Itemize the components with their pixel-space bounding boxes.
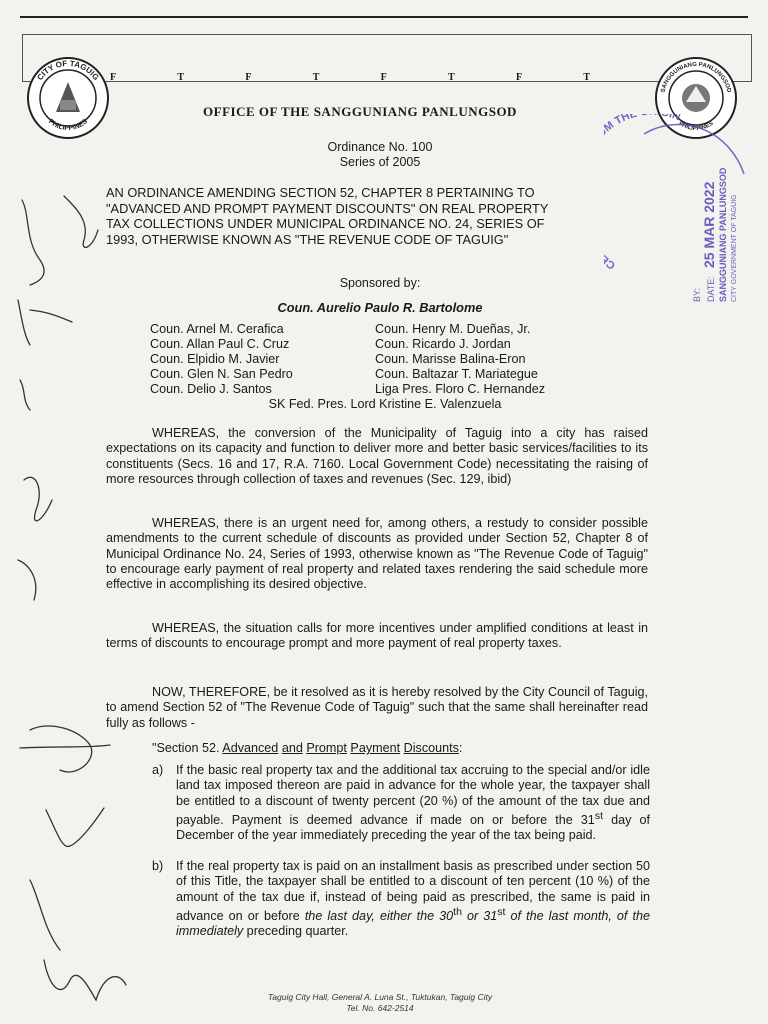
paragraph-text: WHEREAS, the conversion of the Municipality of Taguig into a city has raised expectations on its capacity and function to deliver more and better basic services/facilities to its constituents (Secs. 16 and 17, R.A. 7160. Local Government Code) necessitating the raising of more resources through collection of taxes and revenues (Sec. 129, ibid) xyxy=(106,426,648,486)
council-row xyxy=(150,367,620,382)
header-letter: F xyxy=(515,72,523,83)
footer-tel: Tel. No. 642-2514 xyxy=(346,1003,414,1013)
title-line: "ADVANCED AND PROMPT PAYMENT DISCOUNTS" ON REAL PROPERTY xyxy=(106,200,549,216)
footer xyxy=(200,992,560,1014)
council-member: Coun. Marisse Balina-Eron xyxy=(375,352,526,366)
item-text xyxy=(176,859,650,940)
main-sponsor: Coun. Aurelio Paulo R. Bartolome xyxy=(277,300,483,315)
paragraph-text: NOW, THEREFORE, be it resolved as it is hereby resolved by the City Council of Taguig, to amend Section 52 of "The Revenue Code of Taguig" such that the same shall hereinafter read fully as follows - xyxy=(106,685,648,730)
ordinance-title xyxy=(106,185,646,247)
header-letter: T xyxy=(312,72,320,83)
item-marker: a) xyxy=(152,763,164,777)
resolution-paragraph xyxy=(106,685,648,731)
council-member: Coun. Elpidio M. Javier xyxy=(150,352,280,366)
superscript: th xyxy=(453,905,462,918)
council-member: Liga Pres. Floro C. Hernandez xyxy=(375,382,546,396)
council-row xyxy=(150,337,620,352)
header-letter: T xyxy=(583,72,590,83)
section-heading xyxy=(152,741,462,755)
item-b-end: preceding quarter. xyxy=(243,924,349,939)
seal-left-sub: PHILIPPINES xyxy=(46,118,90,133)
svg-text:CERTIFIED TRUE COPY FROM THE O xyxy=(604,114,682,271)
superscript: st xyxy=(497,905,506,918)
office-title: OFFICE OF THE SANGGUNIANG PANLUNGSOD xyxy=(203,104,517,119)
council-member: Coun. Henry M. Dueñas, Jr. xyxy=(375,322,531,336)
stamp-date: 25 MAR 2022 xyxy=(701,181,717,268)
section-word: Prompt xyxy=(306,741,347,755)
paragraph-text: WHEREAS, there is an urgent need for, among others, a restudy to consider possible amendments to the current schedule of discounts as provided under Section 52, Chapter 8 of Municipal Ordinance No. 24, Series of 1993, otherwise known as "The Revenue Code of Taguig" to encourage early payment of real property and related taxes rendering the said schedule more effective in accomplishing its desired objective. xyxy=(106,516,648,592)
item-a-end: day of December of the year immediately preceding the year of the tax being paid. xyxy=(176,813,650,843)
council-member: Coun. Delio J. Santos xyxy=(150,382,272,396)
section-item-a xyxy=(152,763,650,844)
paragraph-text: WHEREAS, the situation calls for more incentives under amplified conditions at least in terms of discounts to encourage prompt and more payment of real property taxes. xyxy=(106,621,648,651)
top-rule xyxy=(20,16,748,18)
ordinance-number-block xyxy=(240,140,520,170)
taguig-city-seal-icon xyxy=(26,56,110,140)
header-letter: F xyxy=(245,72,252,83)
title-line: TAX COLLECTIONS UNDER MUNICIPAL ORDINANCE NO. 24, SERIES OF xyxy=(106,216,545,231)
stamp-subline: CITY GOVERNMENT OF TAGUIG xyxy=(731,194,738,302)
item-b-italic: or 31 xyxy=(461,909,498,924)
section-word: Discounts xyxy=(403,741,459,755)
section-word: and xyxy=(281,741,303,755)
council-member: Coun. Ricardo J. Jordan xyxy=(375,337,511,351)
item-b-italic: of the last month, of the immediately xyxy=(176,909,650,939)
sponsored-label: Sponsored by: xyxy=(339,276,421,290)
header-letters xyxy=(110,72,590,83)
seal-right-sub: PHILIPPINES xyxy=(677,120,715,133)
title-line: 1993, OTHERWISE KNOWN AS "THE REVENUE CODE OF TAGUIG" xyxy=(106,231,509,247)
header-letter: T xyxy=(448,72,455,83)
stamp-ring-text: C THE IN xyxy=(604,114,683,272)
whereas-paragraph xyxy=(106,426,648,487)
council-row xyxy=(150,322,620,337)
council-member: Coun. Baltazar T. Mariategue xyxy=(375,367,538,381)
seal-right-text: SANGGUNIANG PANLUNGSOD xyxy=(660,61,732,94)
header-letter: F xyxy=(110,72,117,83)
council-member: Coun. Allan Paul C. Cruz xyxy=(150,337,290,351)
header-letter: T xyxy=(177,72,185,83)
whereas-paragraph xyxy=(106,621,648,652)
stamp-date-label: DATE: xyxy=(706,276,716,302)
whereas-paragraph xyxy=(106,516,648,592)
section-item-b xyxy=(152,859,650,940)
section-word: Payment xyxy=(350,741,401,755)
item-a-text: If the basic real property tax and the additional tax accruing to the special and/or idle land tax imposed thereon are paid in advance for the whole year, the taxpayer shall be entitled to a discount of twenty percent (20 %) of the amount of the tax due and payable. Payment is deemed advance if made on or before the 31 xyxy=(176,763,650,828)
sk-federation-president: SK Fed. Pres. Lord Kristine E. Valenzuela xyxy=(268,397,502,411)
certified-true-copy-stamp xyxy=(604,114,754,304)
stamp-office: SANGGUNIANG PANLUNGSOD xyxy=(718,167,728,302)
council-member: Coun. Arnel M. Cerafica xyxy=(150,322,284,336)
footer-address: Taguig City Hall, General A. Luna St., Tuktukan, Taguig City xyxy=(267,992,493,1002)
item-marker: b) xyxy=(152,859,164,873)
header-letter: F xyxy=(380,72,387,83)
council-row xyxy=(150,352,620,367)
stamp-by-label: BY: xyxy=(692,287,702,302)
section-suffix: : xyxy=(458,741,463,755)
ordinance-series: Series of 2005 xyxy=(339,155,421,169)
superscript: st xyxy=(594,809,603,822)
council-member: Coun. Glen N. San Pedro xyxy=(150,367,293,381)
section-prefix: "Section 52. xyxy=(152,741,223,755)
item-b-italic: the last day, either the 30 xyxy=(304,909,454,924)
section-word: Advanced xyxy=(222,741,279,755)
council-list xyxy=(150,322,620,412)
item-text xyxy=(176,763,650,844)
council-row xyxy=(150,382,620,397)
item-b-text: If the real property tax is paid on an installment basis as prescribed under section 50 of this Title, the taxpayer shall be entitled to a discount of ten percent (10 %) of the amount of the tax due if, instead of being paid as prescribed, the same is paid in advance on or before xyxy=(176,859,650,924)
seal-left-text: CITY OF TAGUIG xyxy=(35,58,101,83)
title-line: AN ORDINANCE AMENDING SECTION 52, CHAPTER 8 PERTAINING TO xyxy=(106,185,535,200)
ordinance-number: Ordinance No. 100 xyxy=(327,140,433,154)
